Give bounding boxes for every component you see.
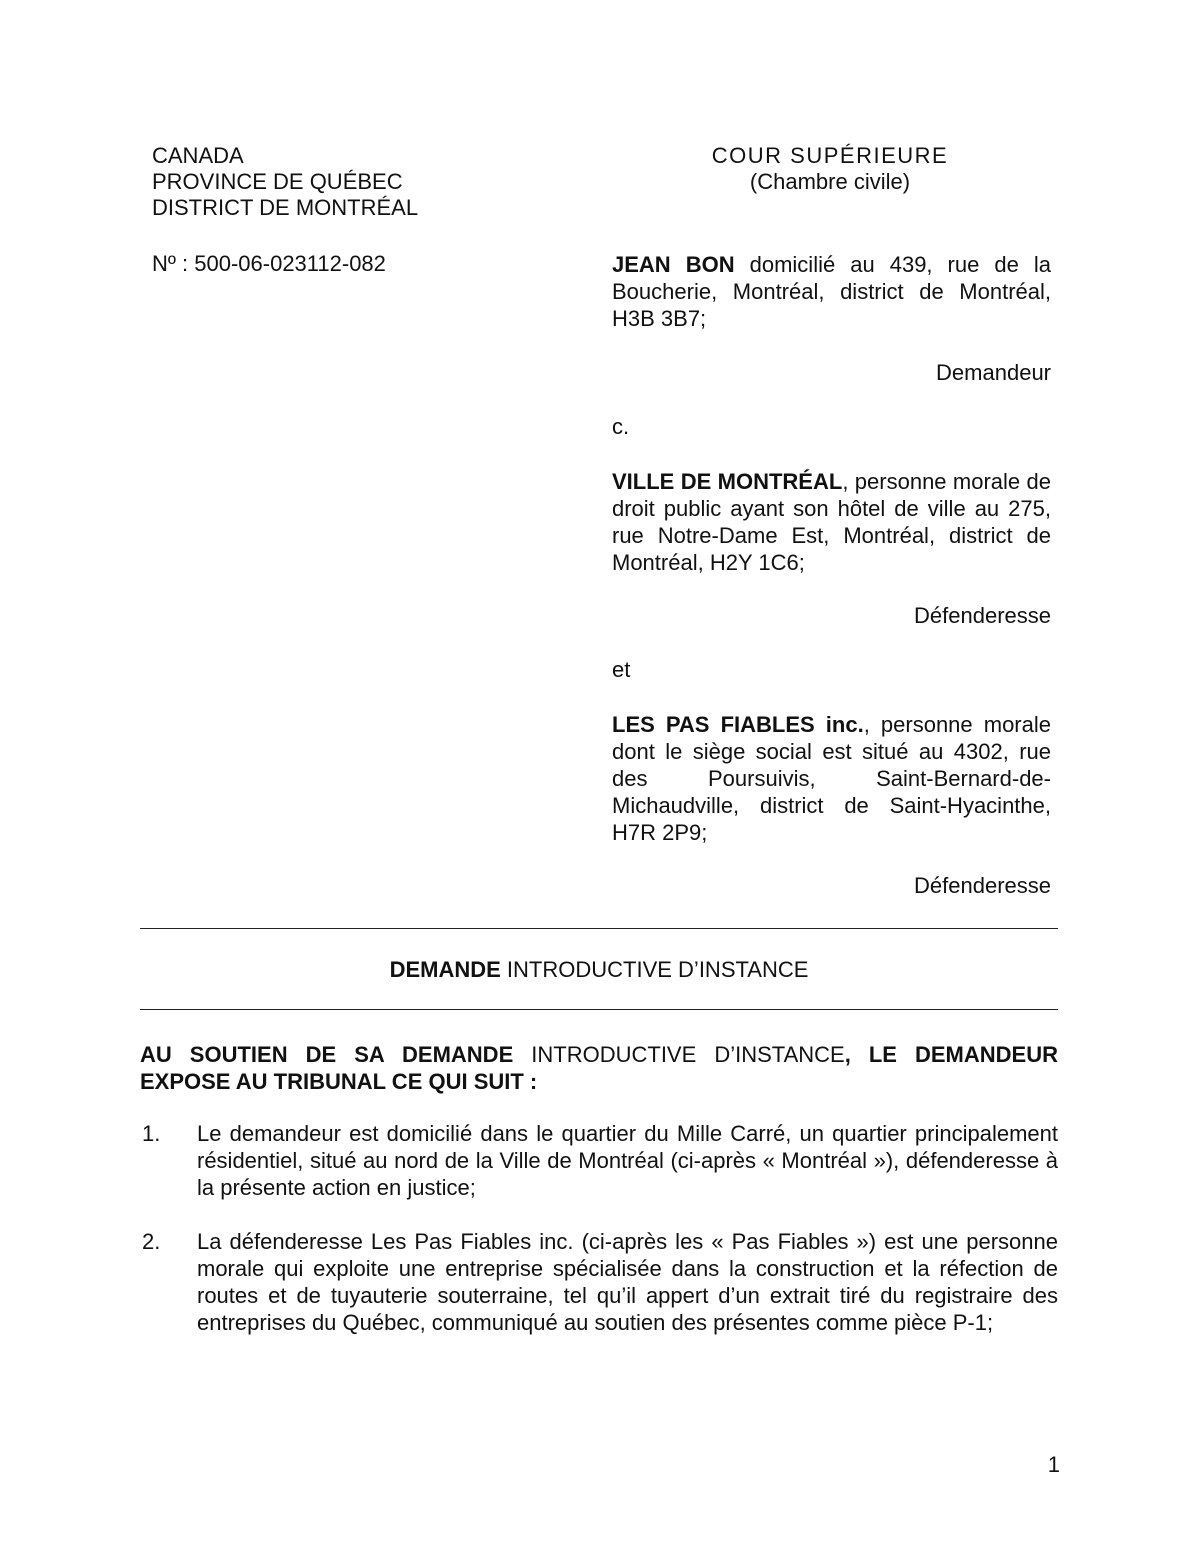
plaintiff-role: Demandeur [936, 360, 1051, 385]
caption-country: CANADA [152, 143, 244, 168]
divider-top [140, 928, 1058, 929]
defendant2-name: LES PAS FIABLES inc. [612, 712, 864, 737]
caption-province: PROVINCE DE QUÉBEC [152, 169, 403, 194]
paragraph-number: 1. [142, 1121, 161, 1146]
paragraph-text: La défenderesse Les Pas Fiables inc. (ci-après les « Pas Fiables ») est une personne morale qui exploite une entreprise spécialisée dans la construction et la réfection de routes et de tuyauterie souterraine, tel qu’il appert d’un extrait tiré du registraire des entreprises du Québec, communiqué au soutien des présentes comme pièce P-1; [197, 1229, 1058, 1335]
court-chamber: (Chambre civile) [749, 169, 911, 194]
case-caption [152, 143, 418, 221]
defendant2-role: Défenderesse [914, 873, 1051, 898]
paragraph-number: 2. [142, 1229, 161, 1254]
defendant2-description: , personne morale dont le siège social est situé au 4302, rue des Poursuivis, Saint-Bernard-de-Michaudville, district de Saint-Hyacinthe, H7R 2P9; [612, 712, 1051, 845]
plaintiff-block [612, 251, 1051, 332]
defendant1-role: Défenderesse [914, 603, 1051, 628]
and-label: et [612, 657, 631, 682]
defendant2-block [612, 711, 1051, 846]
document-title [140, 957, 1058, 983]
file-number: Nº : 500-06-023112-082 [152, 251, 386, 276]
intro-part1: AU SOUTIEN DE SA DEMANDE [140, 1042, 532, 1067]
title-bold: DEMANDE [389, 957, 501, 982]
defendant1-name: VILLE DE MONTRÉAL [612, 469, 843, 494]
court-header [690, 143, 970, 195]
plaintiff-description: domicilié au 439, rue de la Boucherie, Montréal, district de Montréal, H3B 3B7; [612, 252, 1051, 331]
divider-bottom [140, 1009, 1058, 1010]
intro-part3: , LE DEMANDEUR EXPOSE AU TRIBUNAL CE QUI SUIT : [140, 1042, 1058, 1094]
title-rest: INTRODUCTIVE D’INSTANCE [500, 957, 809, 982]
page-number: 1 [1047, 1452, 1060, 1477]
defendant1-block [612, 468, 1051, 576]
intro-statement [140, 1041, 1058, 1095]
paragraph-2 [140, 1228, 1058, 1336]
caption-district: DISTRICT DE MONTRÉAL [152, 195, 419, 220]
versus-label: c. [612, 414, 630, 439]
intro-part2: INTRODUCTIVE D’INSTANCE [531, 1042, 845, 1067]
defendant1-description: , personne morale de droit public ayant son hôtel de ville au 275, rue Notre-Dame Est, Montréal, district de Montréal, H2Y 1C6; [612, 469, 1052, 575]
paragraph-text: Le demandeur est domicilié dans le quartier du Mille Carré, un quartier principalement résidentiel, situé au nord de la Ville de Montréal (ci-après « Montréal »), défenderesse à la présente action en justice; [197, 1121, 1058, 1200]
court-name: COUR SUPÉRIEURE [711, 143, 949, 168]
plaintiff-name: JEAN BON [612, 252, 735, 277]
paragraph-1 [140, 1120, 1058, 1201]
